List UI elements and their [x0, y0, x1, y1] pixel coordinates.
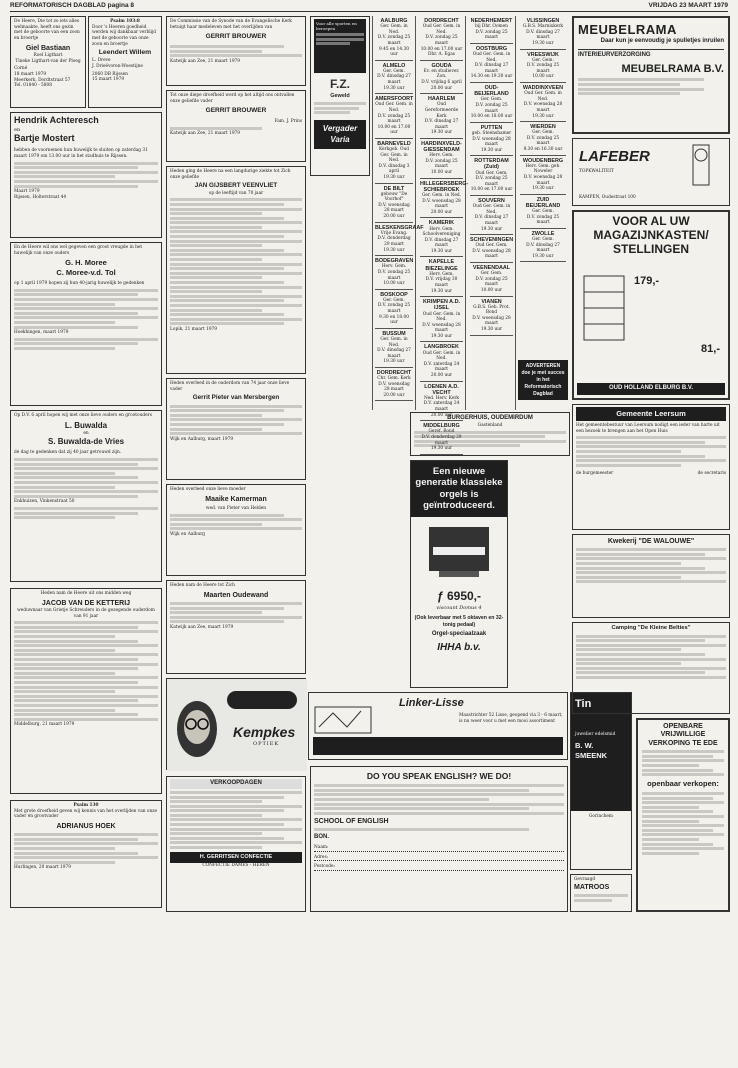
- church-denomination: Oud Ger. Gem. in Ned.: [422, 24, 461, 35]
- church-service-entry: [420, 423, 463, 455]
- church-service-entry: [375, 186, 413, 223]
- church-denomination: G.B.S. Geb. Prot. Bond: [473, 304, 510, 316]
- church-separator: [375, 93, 413, 94]
- church-denomination: Ger. Gem.: [532, 237, 554, 243]
- church-separator: [420, 296, 463, 297]
- ihha-logo: IHHA b.v.: [437, 642, 481, 654]
- church-separator: [520, 121, 566, 122]
- church-service-entry: [420, 299, 463, 342]
- notice-name: Maaike Kamerman: [205, 495, 267, 503]
- church-separator: [420, 256, 463, 257]
- anniversary-notice-moree: En de Heere wil ons wel gegeven een groot vreugde in het huwelijk van onze ouders G. H. Moree C. Moree-v.d. Tol op 1 april 1979 hopen zij hun 40-jarig huwelijk te gedenken Hoekhingen, maart 1979: [10, 242, 162, 406]
- church-place: BLESKENSGRAAF: [375, 224, 424, 231]
- church-service-entry: [420, 180, 469, 219]
- church-denomination: Ger. Gem.: [532, 209, 554, 215]
- church-separator: [470, 234, 513, 235]
- church-separator: [375, 328, 413, 329]
- church-denomination: Vrije Evang.: [380, 230, 408, 236]
- church-service-info: D.V. dinsdag 27 maart 19.30 uur: [424, 237, 459, 254]
- church-service-entry: [375, 331, 413, 368]
- ad-linker-lisse: Linker-Lisse Maastrichter 52 Lisse, geopend via 3 - 6 maart, is nu weer voor u met een mooi assortiment: [308, 692, 568, 760]
- church-service-info: D.V. zondag 25 maart 10.00 uur: [377, 269, 411, 287]
- church-denomination: Oud Ger. Gem.: [475, 170, 508, 176]
- church-service-info: D.V. woensdag 28 maart: [472, 248, 511, 260]
- notice-name: Giel Bastiaan: [25, 44, 71, 52]
- notice-name: Hendrik Achteresch: [14, 115, 99, 125]
- fz-logo-icon: F.Z.: [330, 77, 350, 91]
- church-service-info: D.V. zondag 25 maart 10.00 en 18.00 uur: [470, 103, 513, 120]
- church-place: DORDRECHT: [424, 18, 459, 24]
- church-service-entry: [470, 46, 513, 83]
- church-service-entry: [420, 96, 463, 139]
- church-service-entry: [520, 231, 566, 263]
- church-service-info: D.V. zondag 25 maart: [475, 29, 508, 41]
- church-place: ZWOLLE: [531, 230, 555, 237]
- notice-name: GERRIT BROUWER: [205, 33, 267, 41]
- church-denomination: Ev. en studiever. Zon.: [423, 68, 460, 80]
- organ-image: [411, 517, 507, 587]
- church-service-info: D.V. zondag 25 maart 9.45 en 14.30 uur: [377, 35, 411, 58]
- church-service-entry: [520, 197, 566, 229]
- ad-magazijnkasten: VOOR AL UW MAGAZIJNKASTEN/ STELLINGEN 179,- 81,- OUD HOLLAND ELBURG B.V.: [572, 210, 730, 400]
- kempkes-logo: Kempkes: [233, 724, 296, 740]
- church-place: HARDINXVELD-GIESSENDAM: [421, 140, 462, 154]
- church-service-info: D.V. zondag 25 maart: [526, 214, 560, 226]
- church-separator: [470, 195, 513, 196]
- church-separator: [470, 122, 513, 123]
- church-place: BARNEVELD: [377, 140, 411, 147]
- church-separator: [420, 420, 463, 421]
- church-place: MIDDELBURG: [423, 423, 460, 430]
- death-notice-hoek: Psalm 130 Met grote droefheid geven wij kennis van het overlijden van onze vader en grootvader ADRIANUS HOEK Hurlingen, 20 maart 1979: [10, 800, 162, 908]
- coupon-postcode-field[interactable]: Postcode:: [314, 864, 564, 871]
- church-denomination: Herv. Gem. geb. Noweler: [525, 163, 561, 175]
- notice-name: JACOB VAN DE KETTERIJ: [41, 599, 131, 607]
- ad-camping-belties: Camping "De Kleine Belties": [572, 622, 730, 714]
- notice-name: Gerrit Pieter van Mersbergen: [192, 394, 280, 402]
- church-place: VIANEN: [481, 298, 502, 305]
- church-denomination: Ned. Herv. Kerk: [423, 395, 460, 401]
- church-service-entry: [420, 220, 463, 257]
- church-service-info: D.V. dinsdag 27 maart 19.30 uur: [526, 29, 560, 46]
- organ-price: ƒ 6950,-: [436, 589, 482, 604]
- church-separator: [420, 93, 463, 94]
- notice-name: Leendert Willem: [98, 49, 152, 57]
- church-separator: [520, 49, 566, 50]
- church-service-entry: [375, 258, 413, 290]
- church-service-info: D.V. donderdag 29 maart 19.30 uur: [421, 435, 462, 452]
- church-denomination: Oud Ger. Gem. in Ned.: [375, 102, 413, 113]
- church-place: SCHEVENINGEN: [470, 237, 514, 244]
- church-denomination: Herv. Gem.: [381, 264, 407, 270]
- church-separator: [420, 138, 463, 139]
- church-denomination: Oud Ger. Gem. in Ned.: [422, 350, 461, 362]
- ad-lafeber: LAFEBER TOPKWALITEIT KAMPEN, Oudestraat 100: [572, 138, 730, 206]
- notice-openbare-verkoping: OPENBARE VRIJWILLIGE VERKOPING TE EDE openbaar verkopen:: [636, 718, 730, 912]
- church-service-info: D.V. zondag 25 maart 10.00 uur: [425, 158, 458, 175]
- church-denomination: geb. Steenshamer: [471, 130, 512, 136]
- church-column-0: [372, 16, 424, 410]
- church-place: BODEGRAVEN: [375, 258, 414, 265]
- church-service-entry: [420, 18, 463, 61]
- church-place: SOUVERN: [478, 197, 505, 204]
- church-separator: [520, 155, 566, 156]
- church-service-info: D.V. woensdag 28 maart 19.30 uur: [422, 322, 461, 339]
- church-separator: [375, 400, 413, 401]
- church-denomination: Ger. Gem.: [532, 130, 554, 136]
- church-service-entry: [520, 85, 566, 122]
- church-separator: [375, 183, 413, 184]
- lisse-banner: [313, 737, 563, 755]
- church-service-entry: [470, 158, 513, 196]
- church-denomination: Herv. Gem.: [429, 153, 454, 159]
- church-service-info: D.V. zondag 25 maart 9.30 en 16.30 uur: [523, 135, 563, 153]
- church-separator: [420, 381, 463, 382]
- church-separator: [375, 255, 413, 256]
- church-place: DORDRECHT: [376, 369, 412, 376]
- notice-gemeente-leersum: Gemeente Leersum Het gemeentebestuur van Leersum nodigt een ieder van harte uit een bezoek te brengen aan het Open Huis de burgemeester de secretaris: [572, 404, 730, 530]
- notice-name: GERRIT BROUWER: [205, 107, 267, 115]
- notice-name: L. Buwalda: [64, 420, 108, 430]
- church-denomination: Ger. Gem.: [532, 57, 554, 63]
- church-separator: [470, 262, 513, 263]
- church-separator: [375, 138, 413, 139]
- church-separator: [420, 217, 463, 218]
- church-place: AMERSFOORT: [375, 96, 414, 103]
- church-denomination: Oud Ger. Gem.: [475, 243, 508, 249]
- church-separator: [420, 178, 463, 179]
- church-service-info: D.V. woensdag 28 maart 19.30 uur: [523, 175, 563, 192]
- church-service-info: D.V. dinsdag 27 maart 14.30 en 19.30 uur: [470, 63, 513, 80]
- church-service-info: D.V. woensdag 28 maart 20.00 uur: [378, 381, 410, 398]
- church-separator: [520, 261, 566, 262]
- church-service-info: D.V. vrijdag 6 april 20.00 uur: [421, 80, 462, 91]
- church-service-info: D.V. dinsdag 3 april 19.30 uur: [378, 163, 410, 180]
- church-denomination: Oud Ger. Gem. in Ned.: [472, 52, 511, 63]
- church-separator: [420, 341, 463, 342]
- marriage-notice-achteresch: Hendrik Achteresch en Bartje Mostert hebben de voornemen hun huwelijk te sluiten op zaterdag 31 maart 1979 om 13.00 uur in het stadhuis te Rijssen. Maart 1979 Rijssen, Holterstraat 44: [10, 112, 162, 238]
- church-column-1: [418, 16, 469, 452]
- ad-kempkes-optiek: Kempkes OPTIEK: [166, 678, 306, 770]
- church-place: GOUDA: [431, 62, 452, 69]
- shelving-image: [580, 274, 630, 344]
- church-place: VEENENDAAL: [472, 265, 511, 272]
- church-service-entry: [375, 370, 413, 402]
- church-denomination: Ger. Gem.: [383, 297, 405, 303]
- confectie-logo: H. GERRITSEN CONFECTIE: [170, 852, 302, 863]
- ad-sports-clothing: Voor alle sporten en beroepen F.Z. Geweld Vergader Varia: [310, 16, 370, 176]
- church-denomination: Chr. Gem. Kerk: [377, 376, 411, 382]
- church-service-info: D.V. zondag 25 maart 10.00 en 17.00 uur: [377, 113, 411, 136]
- church-service-info: D.V. zaterdag 24 maart 20.00 uur: [423, 401, 460, 418]
- church-separator: [420, 60, 463, 61]
- church-service-entry: [375, 18, 413, 61]
- notice-name: JAN GIJSBERT VEENVLIET: [194, 182, 278, 190]
- notice-name: ADRIANUS HOEK: [56, 823, 116, 831]
- church-service-entry: [470, 198, 513, 235]
- church-place: ALMELO: [382, 62, 406, 69]
- church-column-3: [518, 16, 568, 410]
- church-separator: [520, 194, 566, 195]
- church-service-entry: [375, 224, 424, 257]
- lafeber-logo: LAFEBER: [579, 148, 650, 165]
- church-service-entry: [520, 158, 566, 195]
- coupon-name-field[interactable]: Naam:: [314, 845, 564, 852]
- church-service-info: D.V. dinsdag 27 maart 19.30 uur: [377, 74, 411, 91]
- church-service-entry: [520, 124, 566, 156]
- church-service-info: D.V. dinsdag 27 maart 19.30 uur: [526, 242, 560, 259]
- church-separator: [470, 296, 513, 297]
- church-denomination: Ger. Gem.: [480, 271, 503, 277]
- church-separator: [375, 222, 413, 223]
- church-place: VREESWIJK: [527, 51, 559, 58]
- church-service-entry: [420, 344, 463, 381]
- church-place: BUSSUM: [382, 330, 406, 337]
- ad-matroos: Gevraagd MATROOS: [570, 874, 632, 912]
- church-service-entry: [520, 52, 566, 84]
- ad-school-of-english: DO YOU SPEAK ENGLISH? WE DO! SCHOOL OF ENGLISH BON. Naam: Adres: Postcode:: [310, 766, 568, 912]
- church-service-entry: [420, 141, 463, 179]
- church-column-2: [468, 16, 516, 410]
- church-service-entry: [375, 63, 413, 95]
- notice-name: Maarten Oudewand: [203, 591, 269, 599]
- church-denomination: Herv. Gem.: [429, 271, 454, 277]
- church-separator: [420, 454, 463, 455]
- church-service-info: D.V. woensdag 28 maart 19.30 uur: [472, 315, 511, 333]
- church-separator: [470, 82, 513, 83]
- church-denomination: Geref. Bond: [428, 429, 455, 435]
- death-notice-veenvliet: Heden ging de Heere na een langdurige ziekte tot Zich onze geliefde JAN GIJSBERT VEENVLIET op de leeftijd van 70 jaar Lopik, 21 maart 1979: [166, 166, 306, 374]
- church-service-info: D.V. zondag 25 maart 9.30 en 18.00 uur: [377, 303, 411, 326]
- coupon-address-field[interactable]: Adres:: [314, 855, 564, 862]
- church-place: ROTTERDAM (Zuid): [474, 158, 509, 171]
- issue-date: VRIJDAG 23 MAART 1979: [648, 2, 728, 9]
- price-1: 179,-: [634, 275, 660, 287]
- death-notice-ketterij: Heden nam de Heere uit ons midden weg JACOB VAN DE KETTERIJ weduwnaar van Grietje Schreuders in de gezegende ouderdom van 91 jaar Middelburg, 21 maart 1979: [10, 588, 162, 794]
- church-place: OUD-BEIJERLAND: [474, 85, 509, 98]
- paper-name: REFORMATORISCH DAGBLAD pagina 8: [10, 2, 134, 9]
- church-place: PUTTEN: [480, 124, 503, 131]
- church-service-info: D.V. woensdag 28 maart 19.30 uur: [523, 102, 563, 119]
- grandfather-clock-icon: [679, 143, 723, 187]
- church-denomination: Kerkgeb. Oud Ger. Gem. in Ned.: [378, 147, 410, 164]
- church-denomination: bij Dhr. Oomen: [475, 24, 508, 30]
- death-notice-brouwer-family: Tot onze diepe droefheid werd op het altijd ons ontvallen onze geliefde vader GERRIT BROUWER Fam. J. Prins Katwijk aan Zee, 21 maart 1979: [166, 90, 306, 162]
- church-service-entry: [470, 265, 513, 297]
- death-notice-brouwer-synode: De Commissie van de Synode van de Evangelische Kerk betuigt haar medeleven met het overlijden van GERRIT BROUWER Katwijk aan Zee, 21 maart 1979: [166, 16, 306, 86]
- ad-verkoopdagen: VERKOOPDAGEN H. GERRITSEN CONFECTIE CONFECTIE DAMES - HEREN: [166, 776, 306, 912]
- church-place: LANGBROEK: [424, 344, 459, 351]
- birth-notice-leendert: Psalm 103:8 Door 's Heeren goedheid werden wij dankbaar verblijd met de geboorte van onze zoon en broertje Leendert Willem L. Dreve J. Drieëvoren-Woestijne 2060 DB Rijssen 15 maart 1979: [88, 16, 162, 108]
- church-separator: [520, 82, 566, 83]
- church-place: WIERDEN: [530, 124, 556, 131]
- birth-notice-bastiaan: De Heere, Die tot zo iets alles welmaakte, heeft ons gezin met de geboorte van een zoon en broertje Giel Bastiaan Roel Ligthart Tineke Ligthart-van der Ploeg Corné 18 maart 1979 Meerkerk, Dordtstraat 57 Tel. 01840 - 5808: [10, 16, 86, 108]
- church-service-entry: [470, 299, 513, 336]
- church-service-entry: [470, 125, 513, 157]
- anniversary-notice-buwalda: Op D.V. 6 april hopen wij met onze lieve ouders en grootouders L. Buwalda en S. Buwalda-de Vries de dag te gedenken dat zij 40 jaar getrouwd zijn. Enkhuizen, Vinkenstraat 50: [10, 410, 162, 582]
- church-separator: [520, 228, 566, 229]
- church-place: KAPELLE BIEZELINGE: [425, 259, 458, 272]
- church-service-info: D.V. zondag 25 maart 10.00 en 17.00 uur: [470, 176, 513, 193]
- church-denomination: Oud Gereformeerde Kerk: [424, 102, 459, 119]
- church-separator: [470, 43, 513, 44]
- church-place: VLISSINGEN: [526, 18, 560, 24]
- church-service-info: D.V. dinsdag 27 maart 19.30 uur: [474, 215, 509, 232]
- church-denomination: gebouw "De Voorhof": [380, 191, 408, 203]
- church-separator: [375, 289, 413, 290]
- church-denomination: Ger. Gem. in Ned.: [380, 24, 408, 35]
- church-service-entry: [375, 96, 413, 139]
- church-denomination: Ger. Gem.: [383, 68, 405, 74]
- ad-kwekerij-walouwe: Kwekerij "DE WALOUWE": [572, 534, 730, 618]
- church-separator: [375, 367, 413, 368]
- church-denomination: Oud Ger. Gem. in Ned.: [422, 311, 461, 323]
- church-place: BOSKOOP: [380, 291, 408, 298]
- church-denomination: Oud Ger. Gem. in Ned.: [472, 204, 511, 215]
- church-service-info: D.V. woensdag 28 maart 20.00 uur: [422, 198, 461, 215]
- church-place: WOUDENBERG: [522, 157, 564, 164]
- ad-burgerhuis: BURGERHUIS, OUDEMIRDUM Gastenland: [410, 412, 570, 456]
- church-denomination: Herv. Gem. Schoolvereniging: [422, 226, 461, 238]
- church-service-info: D.V. zaterdag 24 maart 20.00 uur: [423, 361, 460, 378]
- church-denomination: Oud Ger. Gem. in Ned.: [524, 91, 562, 102]
- ad-smeenk-juwelier: Tin juwelier edelsmid B. W. SMEENK Gorinchem: [570, 692, 632, 870]
- notice-name: C. Moree-v.d. Tol: [56, 268, 116, 278]
- death-notice-kamerman: Heden overleed onze lieve moeder Maaike Kamerman wed. van Pieter van Helden Wijk en Aalburg: [166, 484, 306, 576]
- church-place: ZUID BEIJERLAND: [525, 196, 561, 209]
- ad-organ: Een nieuwe generatie klassieke orgels is geïntroduceerd. ƒ 6950,- viscount Domus 4 (Ook leverbaar met 5 oktaven en 32-tonig pedaal) Orgel-speciaalzaak IHHA b.v.: [410, 460, 508, 688]
- church-place: HILLEGERSBERG-SCHIEBROEK: [420, 180, 469, 193]
- church-service-info: D.V. woensdag 28 maart 19.30 uur: [472, 136, 511, 153]
- church-place: AALBURG: [380, 18, 408, 24]
- church-place: KAMERIK: [428, 220, 455, 227]
- english-coupon-form: [314, 845, 564, 871]
- notice-name: Bartje Mostert: [14, 133, 75, 144]
- death-notice-mersbergen: Heden overleed in de ouderdom van 74 jaar onze lieve vader Gerrit Pieter van Mersbergen Wijk en Aalburg, maart 1979: [166, 378, 306, 480]
- church-service-info: D.V. zondag 25 maart 10.00 uur: [526, 63, 560, 80]
- church-denomination: Ger. Gem.: [480, 97, 503, 103]
- church-service-info: D.V. zondag 25 maart 10.00 en 17.00 uur Dhr. A. Egas: [420, 35, 463, 58]
- church-service-info: D.V. zondag 25 maart 10.00 uur: [475, 276, 508, 293]
- death-notice-oudewand: Heden nam de Heere tot Zich Maarten Oudewand Katwijk aan Zee, maart 1979: [166, 580, 306, 674]
- church-denomination: Ger. Gem. in Ned.: [380, 336, 408, 348]
- church-place: OOSTBURG: [475, 45, 508, 52]
- church-service-entry: [420, 259, 463, 297]
- church-place: DE BILT: [383, 185, 405, 192]
- church-place: KRIMPEN A.D. IJSEL: [423, 299, 460, 312]
- church-service-info: D.V. donderdag 29 maart 19.30 uur: [377, 236, 411, 253]
- church-service-entry: [470, 18, 513, 44]
- church-place: HAARLEM: [428, 96, 455, 103]
- church-service-entry: [375, 141, 413, 184]
- church-service-info: D.V. vrijdag 30 maart 19.30 uur: [425, 277, 458, 294]
- church-denomination: Ger. Gem. in Ned.: [422, 192, 461, 198]
- church-service-entry: [420, 63, 463, 95]
- church-separator: [470, 335, 513, 336]
- vergader-varia-logo: Vergader Varia: [314, 120, 366, 149]
- church-service-info: D.V. dinsdag 27 maart 19.30 uur: [377, 348, 411, 365]
- church-service-entry: [470, 237, 513, 263]
- notice-name: G. H. Moree: [65, 258, 107, 268]
- adverteren-box: ADVERTEREN doe je met succes in het Reformatorisch Dagblad: [518, 360, 568, 400]
- church-service-entry: [420, 384, 463, 422]
- church-service-info: D.V. woensdag 28 maart 20.00 uur: [378, 202, 410, 220]
- church-service-info: D.V. dinsdag 27 maart 19.30 uur: [424, 119, 459, 136]
- price-2: 81,-: [701, 343, 720, 355]
- lisse-illustration: [313, 697, 373, 737]
- church-separator: [470, 155, 513, 156]
- page-header: [10, 2, 728, 12]
- church-separator: [375, 60, 413, 61]
- church-place: LOENEN A.D. VECHT: [424, 383, 459, 396]
- church-denomination: G.B.S. Marnixkerk: [522, 24, 564, 30]
- church-place: NEDERHEMERT: [470, 18, 513, 24]
- church-place: WADDINXVEEN: [522, 85, 564, 92]
- church-service-entry: [470, 85, 513, 123]
- notice-name: S. Buwalda-de Vries: [47, 436, 125, 446]
- church-service-entry: [520, 18, 566, 50]
- church-service-entry: [375, 292, 413, 329]
- ad-meubelrama: MEUBELRAMA Daar kun je eenvoudig je spulletjes inruilen INTERIEURVERZORGING MEUBELRAMA B.V.: [572, 16, 730, 134]
